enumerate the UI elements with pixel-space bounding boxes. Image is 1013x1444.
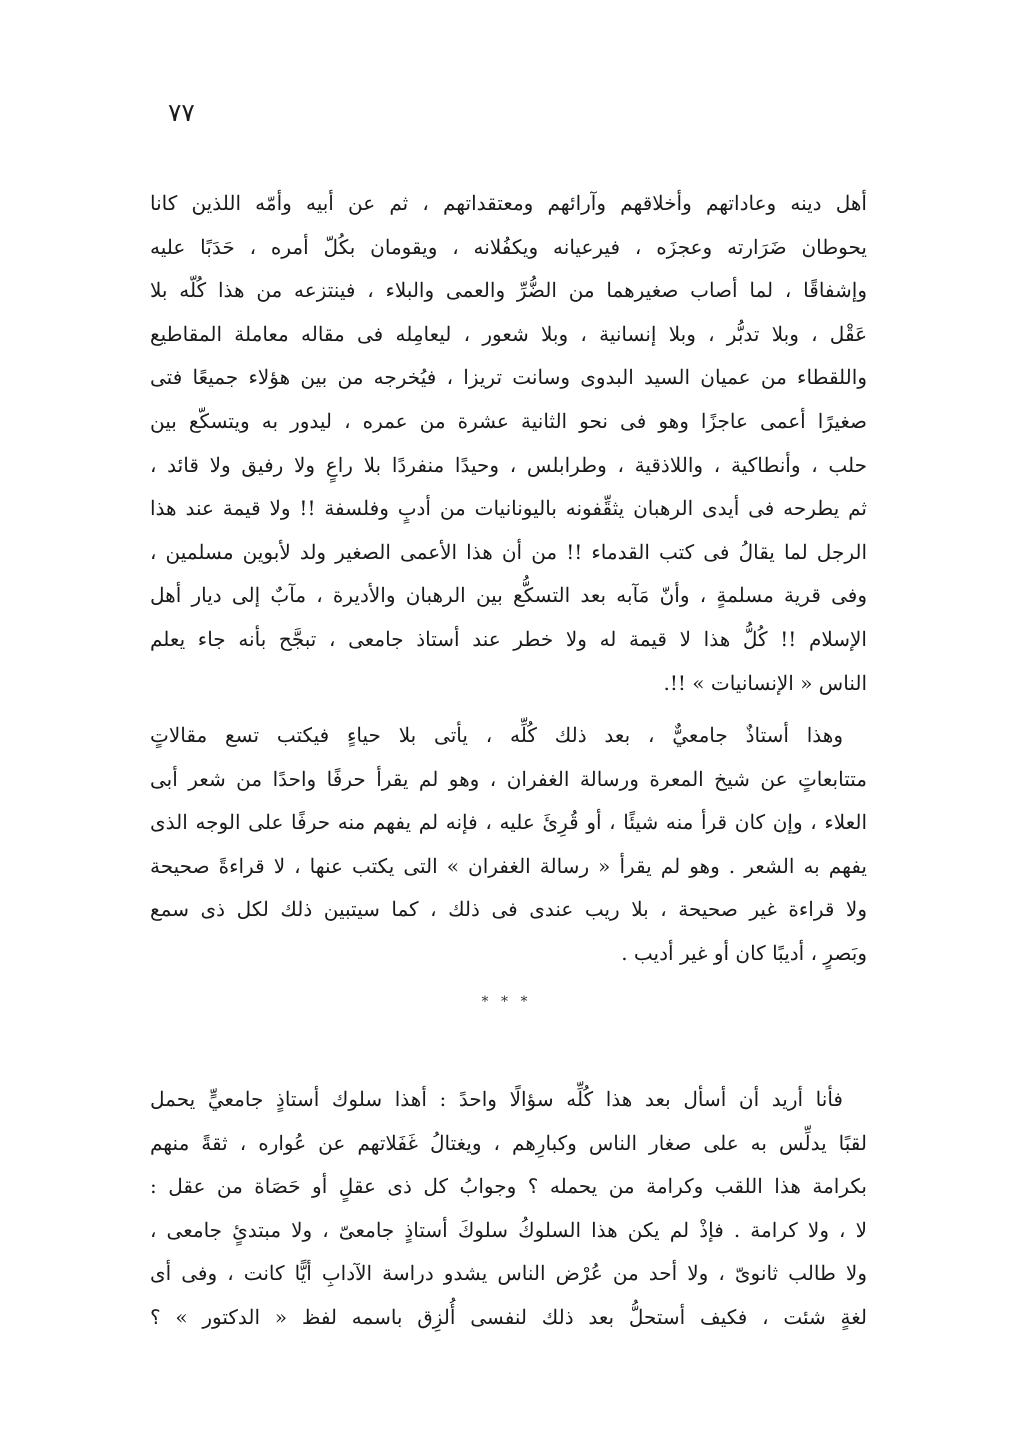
- text-line: وبَصرٍ ، أديبًا كان أو غير أديب .: [621, 940, 867, 965]
- text-line: عَقْل ، وبلا تدبُّر ، وبلا إنسانية ، وبلا شعور ، ليعامِله فى مقاله معاملة المقاطيع: [150, 321, 867, 346]
- paragraph-1: [150, 182, 867, 705]
- text-line: بكرامة هذا اللقب وكرامة من يحمله ؟ وجوابُ كل ذى عقلٍ أو حَصَاة من عقل :: [150, 1174, 867, 1199]
- text-line: متتابعاتٍ عن شيخ المعرة ورسالة الغفران ، وهو لم يقرأ حرفًا واحدًا من شعر أبى: [150, 766, 867, 791]
- text-line: وهذا أستاذٌ جامعيٌّ ، بعد ذلك كُلِّه ، يأتى بلا حياءٍ فيكتب تسع مقالاتٍ: [150, 723, 843, 747]
- text-line: الرجل لما يقالُ فى كتب القدماء !! من أن هذا الأعمى الصغير ولد لأبوين مسلمين ،: [150, 539, 867, 564]
- text-line: لغةٍ شئت ، فكيف أستحلُّ بعد ذلك لنفسى أُلزِق باسمه لفظ « الدكتور » ؟: [150, 1304, 867, 1329]
- text-line: الناس « الإنسانيات » !!.: [663, 670, 867, 695]
- text-line: وفى قرية مسلمةٍ ، وأنّ مَآبه بعد التسكُّع بين الرهبان والأديرة ، مآبٌ إلى ديار أهل: [150, 583, 867, 608]
- text-line: واللقطاء من عميان السيد البدوى وسانت تريزا ، فيُخرجه من بين هؤلاء جميعًا فتى: [150, 365, 867, 390]
- text-line: الإسلام !! كُلُّ هذا لا قيمة له ولا خطر عند أستاذ جامعى ، تبجَّح بأنه جاء يعلم: [150, 626, 867, 651]
- text-line: حلب ، وأنطاكية ، واللاذقية ، وطرابلس ، وحيدًا منفردًا بلا راعٍ ولا رفيق ولا قائد ،: [150, 452, 867, 477]
- page-number: ٧٧: [168, 98, 195, 127]
- text-line: ولا طالب ثانوىّ ، ولا أحد من عُرْض الناس يشدو دراسة الآدابِ أيًّا كانت ، وفى أى: [150, 1261, 867, 1286]
- paragraph-3: [150, 1078, 867, 1340]
- text-line: ثم يطرحه فى أيدى الرهبان يثقِّفونه باليونانيات من أدبٍ وفلسفة !! ولا قيمة عند هذا: [150, 496, 867, 521]
- section-separator: * * *: [481, 994, 532, 1010]
- text-line: لقبًا يدلِّس به على صغار الناس وكبارِهم ، ويغتالُ غَفَلاتهم عن عُواره ، ثقةً منهم: [150, 1130, 867, 1155]
- text-line: أهل دينه وعاداتهم وأخلاقهم وآرائهم ومعتقداتهم ، ثم عن أبيه وأمّه اللذين كانا: [150, 191, 867, 215]
- paragraph-2: [150, 714, 867, 976]
- text-line: لا ، ولا كرامة . فإذْ لم يكن هذا السلوكُ سلوكَ أستاذٍ جامعىّ ، ولا مبتدئٍ جامعى ،: [150, 1217, 867, 1242]
- text-line: صغيرًا أعمى عاجزًا وهو فى نحو الثانية عشرة من عمره ، ليدور به ويتسكّع بين: [150, 408, 867, 433]
- text-line: يحوطان ضَرَارته وعجزَه ، فيرعيانه ويكفُلانه ، ويقومان بكُلّ أمره ، حَدَبًا عليه: [150, 234, 867, 259]
- text-line: فأنا أريد أن أسأل بعد هذا كُلِّه سؤالًا واحدً : أهذا سلوك أستاذٍ جامعيٍّ يحمل: [150, 1087, 843, 1111]
- text-line: وإشفاقًا ، لما أصاب صغيرهما من الضُّرِّ والعمى والبلاء ، فينتزعه من هذا كُلّه بلا: [150, 278, 867, 303]
- text-line: يفهم به الشعر . وهو لم يقرأ « رسالة الغفران » التى يكتب عنها ، لا قراءةً صحيحة: [150, 853, 867, 878]
- text-line: ولا قراءة غير صحيحة ، بلا ريب عندى فى ذلك ، كما سيتبين ذلك لكل ذى سمع: [150, 897, 867, 922]
- text-line: العلاء ، وإن كان قرأ منه شيئًا ، أو قُرِئَ عليه ، فإنه لم يفهم منه حرفًا على الوجه الذى: [150, 810, 867, 835]
